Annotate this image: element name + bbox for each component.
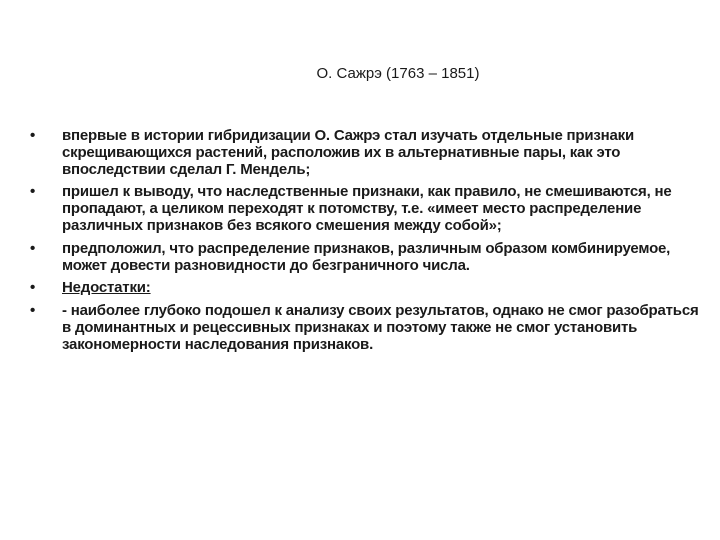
slide-title: О. Сажрэ (1763 – 1851) [316, 65, 480, 82]
shortcomings-heading: Недостатки: [62, 279, 151, 297]
bullet-text: - наиболее глубоко подошел к анализу своих результатов, однако не смог разобраться в доминантных и рецессивных признаках и поэтому также не смог установить закономерности наследования признаков. [62, 302, 699, 353]
bullet-marker: • [30, 127, 36, 144]
bullet-item-sagret-first-study [30, 128, 700, 178]
bullet-marker: • [30, 239, 36, 257]
bullet-text: предположил, что распределение признаков, различным образом комбинируемое, может довести разновидности до безграничного числа. [62, 239, 671, 274]
bullet-item-shortcomings-heading [30, 280, 700, 297]
bullet-marker: • [30, 302, 36, 320]
bullet-list [30, 128, 700, 360]
bullet-text: пришел к выводу, что наследственные признаки, как правило, не смешиваются, не пропадают, а целиком переходят к потомству, т.е. «имеет место распределение различных признаков без всякого смешения между собой»; [62, 183, 672, 234]
bullet-marker: • [30, 279, 36, 297]
bullet-item-assumption [30, 241, 700, 275]
bullet-item-conclusion [30, 184, 700, 234]
bullet-text: впервые в истории гибридизации О. Сажрэ стал изучать отдельные признаки скрещивающихся растений, расположив их в альтернативные пары, как это впоследствии сделал Г. Мендель; [62, 127, 634, 178]
bullet-item-shortcomings-detail [30, 303, 700, 353]
bullet-marker: • [30, 183, 36, 201]
